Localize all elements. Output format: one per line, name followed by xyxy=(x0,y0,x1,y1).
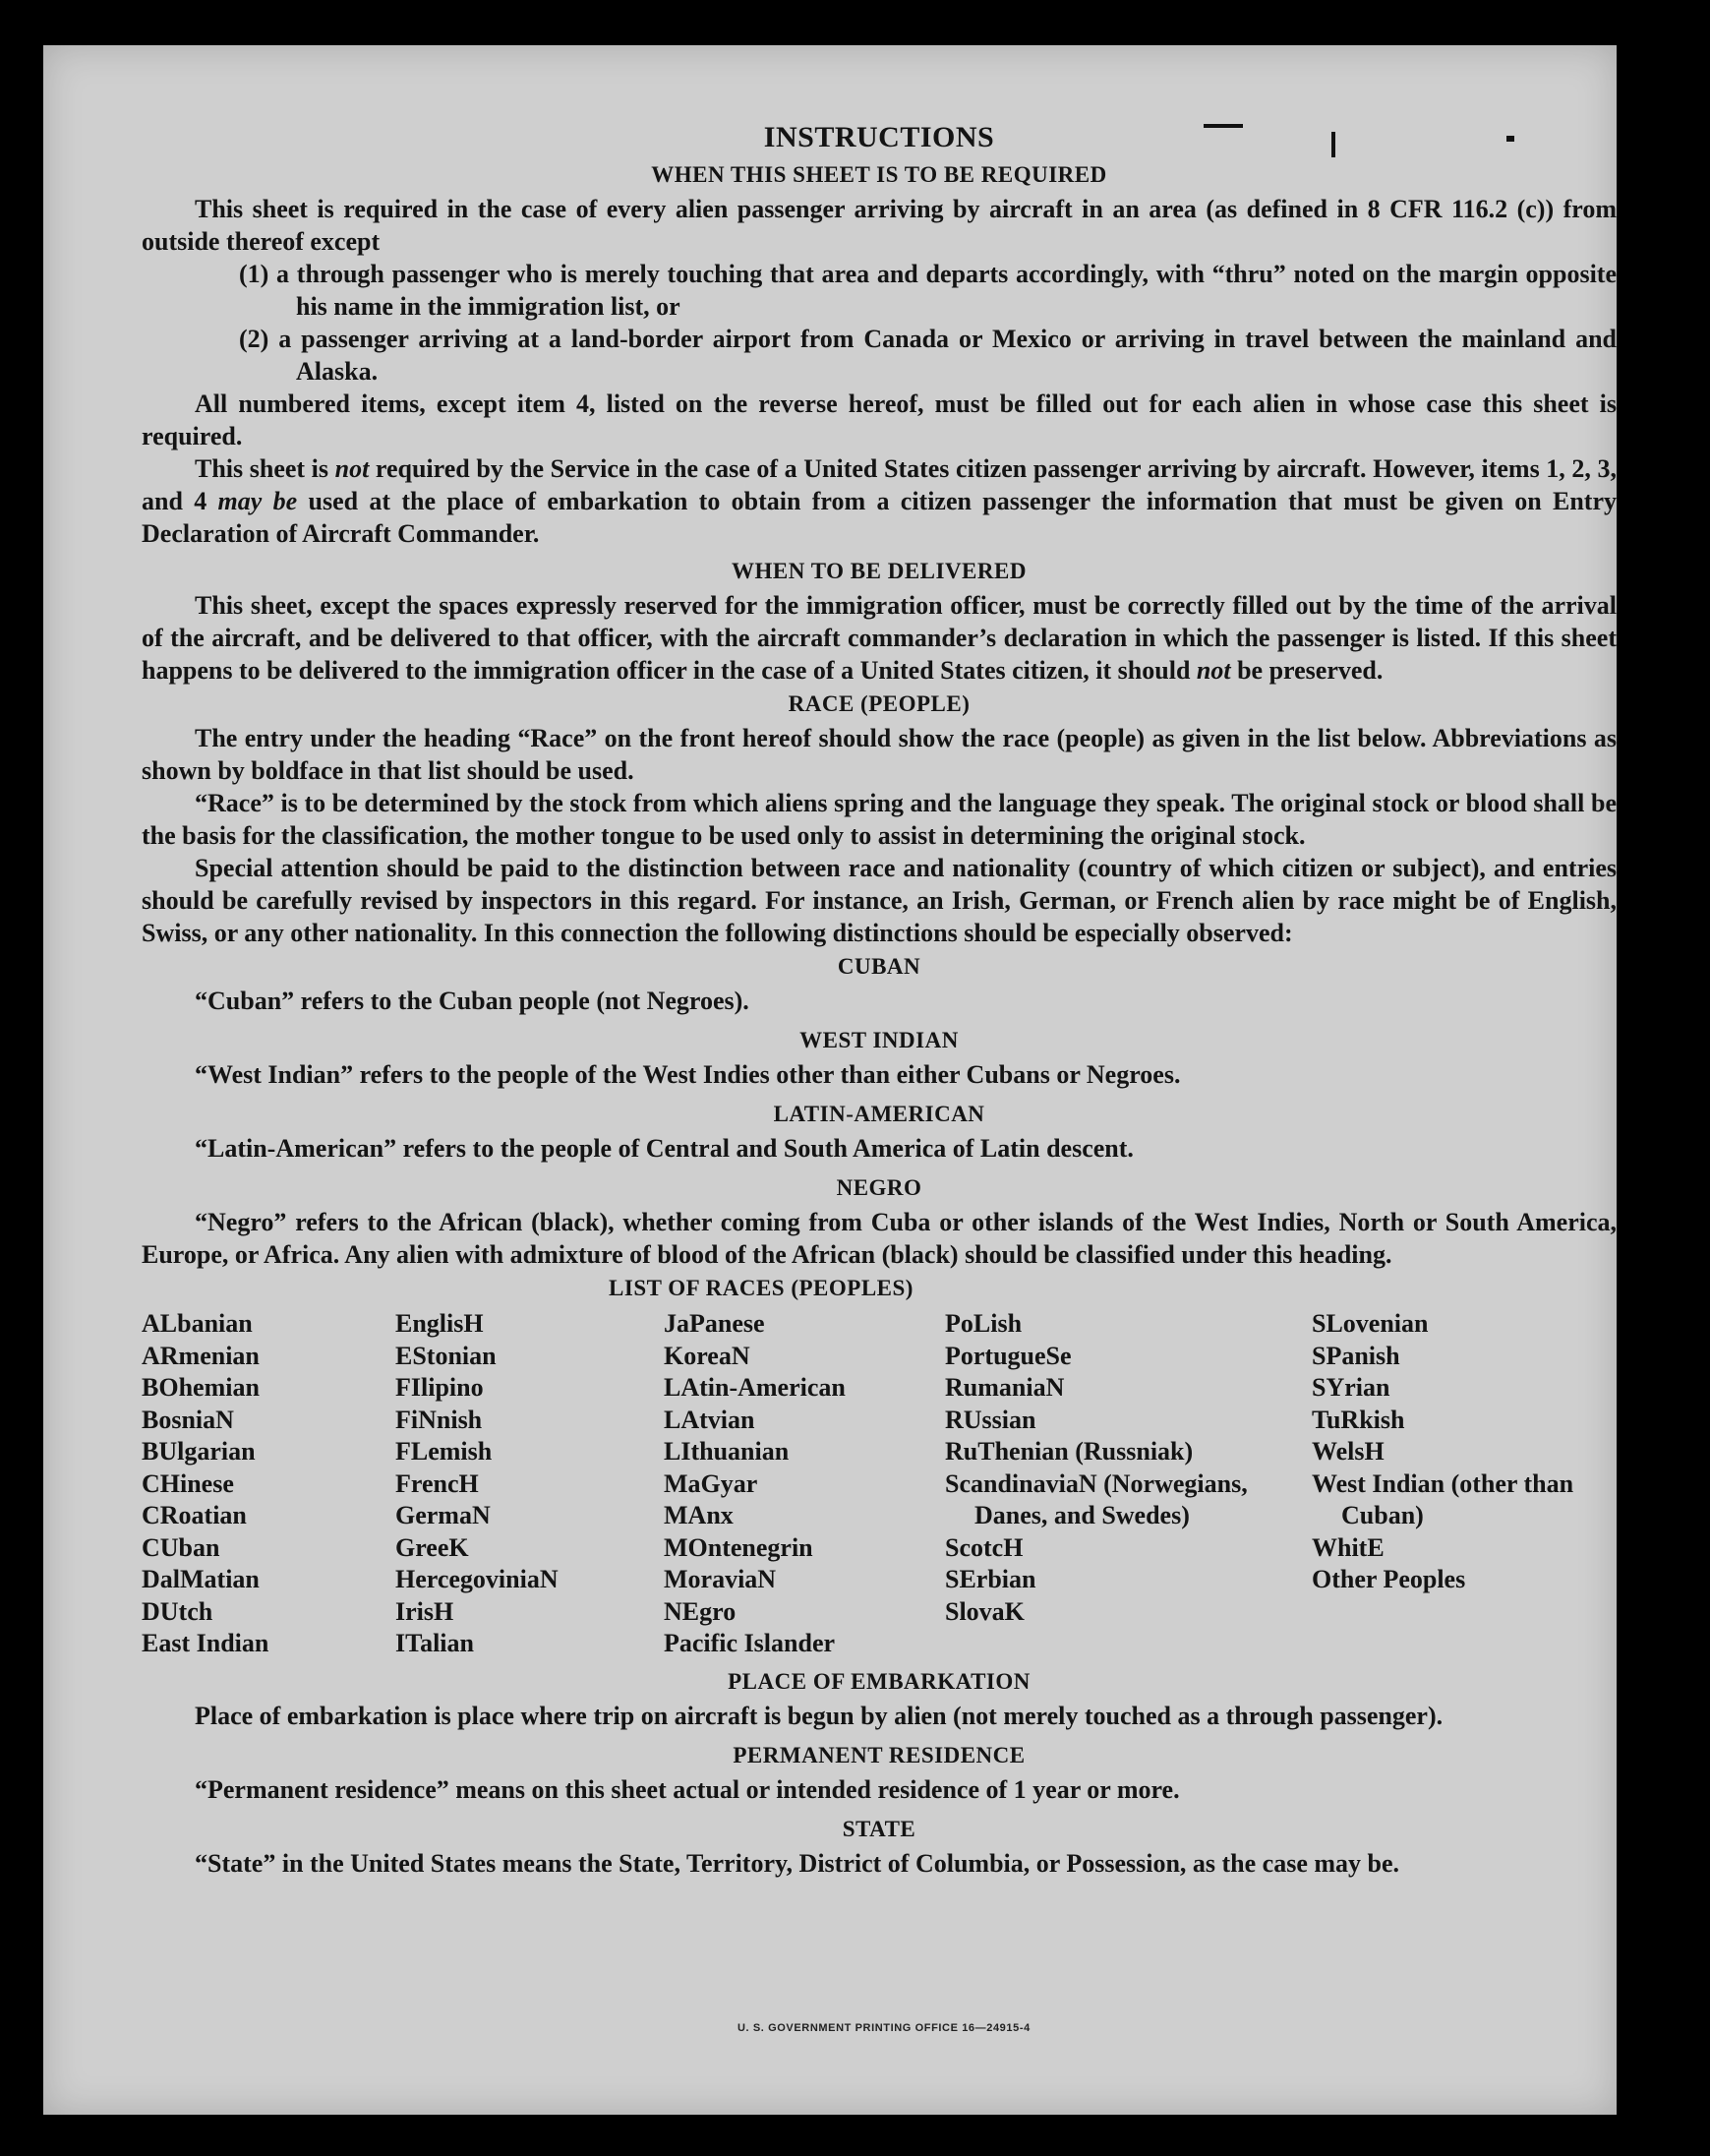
section-heading-cuban: CUBAN xyxy=(837,954,921,979)
exception-1: (1) a through passenger who is merely touching that area and departs accordingly, with “thru” noted on the margin opposite his name in the immigration list, or xyxy=(239,260,1617,321)
race-entry: West Indian (other than Cuban) xyxy=(1312,1468,1574,1529)
race-entry: KoreaN xyxy=(664,1341,750,1370)
race-entry: Pacific Islander xyxy=(664,1629,836,1657)
west-indian-text: “West Indian” refers to the people of the West Indies other than either Cubans or Negroes. xyxy=(195,1060,1181,1089)
race-entry: IrisH xyxy=(395,1596,454,1626)
race-entry: SPanish xyxy=(1312,1341,1400,1370)
race-entry: SLovenian xyxy=(1312,1309,1429,1338)
race-paragraph-2: “Race” is to be determined by the stock from which aliens spring and the language they speak. The original stock or blood shall be the basis for the classification, the mother tongue to be used only to assist in determining the original stock. xyxy=(142,789,1617,850)
citizen-note-not: not xyxy=(334,454,370,483)
race-entry: HercegoviniaN xyxy=(395,1565,559,1593)
race-entry: FLemish xyxy=(395,1437,493,1466)
instructions-content xyxy=(142,118,1617,1880)
citizen-note xyxy=(142,452,1617,550)
race-entry: ScandinaviaN (Norwegians, Danes, and Swedes) xyxy=(945,1468,1248,1529)
section-heading-west-indian: WEST INDIAN xyxy=(799,1028,959,1052)
race-entry: MaGyar xyxy=(664,1468,758,1498)
required-intro: This sheet is required in the case of every alien passenger arriving by aircraft in an area (as defined in 8 CFR 116.2 (c)) from outside thereof except xyxy=(142,195,1617,256)
citizen-note-maybe: may be xyxy=(217,487,298,515)
race-entry: ALbanian xyxy=(142,1309,253,1338)
race-entry: DalMatian xyxy=(142,1565,260,1593)
section-heading-latin-american: LATIN-AMERICAN xyxy=(773,1102,985,1126)
section-heading-state: STATE xyxy=(842,1816,916,1841)
races-list xyxy=(142,1308,1617,1660)
race-entry: BosniaN xyxy=(142,1405,234,1434)
races-column-3 xyxy=(664,1308,945,1660)
exception-2: (2) a passenger arriving at a land-border airport from Canada or Mexico or arriving in travel between the mainland and Alaska. xyxy=(239,325,1617,386)
race-entry: EnglisH xyxy=(395,1309,484,1338)
race-entry: MAnx xyxy=(664,1501,734,1529)
section-heading-negro: NEGRO xyxy=(836,1175,922,1200)
cuban-text: “Cuban” refers to the Cuban people (not Negroes). xyxy=(195,987,749,1015)
race-entry: MoraviaN xyxy=(664,1565,777,1593)
race-entry: JaPanese xyxy=(664,1309,765,1338)
section-heading-required: WHEN THIS SHEET IS TO BE REQUIRED xyxy=(651,162,1107,187)
delivered-text xyxy=(142,589,1617,687)
races-column-5 xyxy=(1312,1308,1577,1660)
citizen-note-pre: This sheet is xyxy=(195,454,335,483)
race-entry: GermaN xyxy=(395,1501,491,1529)
race-entry: SYrian xyxy=(1312,1373,1390,1402)
race-entry: PoLish xyxy=(945,1309,1023,1338)
race-entry: MOntenegrin xyxy=(664,1532,813,1562)
section-heading-races-list: LIST OF RACES (PEOPLES) xyxy=(609,1276,914,1300)
latin-american-text: “Latin-American” refers to the people of Central and South America of Latin descent. xyxy=(195,1134,1134,1163)
state-text: “State” in the United States means the State, Territory, District of Columbia, or Possession, as the case may be. xyxy=(195,1848,1400,1878)
negro-text: “Negro” refers to the African (black), whether coming from Cuba or other islands of the West Indies, North or South America, Europe, or Africa. Any alien with admixture of blood of the African (black) should be classified under this heading. xyxy=(142,1208,1617,1269)
section-heading-race: RACE (PEOPLE) xyxy=(788,691,971,716)
race-entry: NEgro xyxy=(664,1596,737,1626)
race-paragraph-3: Special attention should be paid to the distinction between race and nationality (country of which citizen or subject), and entries should be carefully revised by inspectors in this regard. For instance, an Irish, German, or French alien by race might be of English, Swiss, or any other nationality. In this connection the following distinctions should be especially observed: xyxy=(142,854,1617,947)
race-entry: BUlgarian xyxy=(142,1437,256,1466)
race-entry: FiNnish xyxy=(395,1405,483,1434)
delivered-text-post: be preserved. xyxy=(1230,656,1384,685)
embarkation-text: Place of embarkation is place where trip on aircraft is begun by alien (not merely touched as a through passenger). xyxy=(195,1701,1444,1730)
race-entry: WelsH xyxy=(1312,1437,1385,1466)
race-entry: DUtch xyxy=(142,1596,213,1626)
citizen-note-post: used at the place of embarkation to obtain from a citizen passenger the information that must be given on Entry Declaration of Aircraft Commander. xyxy=(142,487,1617,548)
race-entry: BOhemian xyxy=(142,1373,260,1402)
races-column-2 xyxy=(395,1308,664,1660)
race-entry: RuThenian (Russniak) xyxy=(945,1437,1194,1466)
document-sheet xyxy=(43,45,1617,2115)
delivered-text-pre: This sheet, except the spaces expressly reserved for the immigration officer, must be correctly filled out by the time of the arrival of the aircraft, and be delivered to that officer, with the aircraft commander’s declaration in which the passenger is listed. If this sheet happens to be delivered to the immigration officer in the case of a United States citizen, it should xyxy=(142,591,1617,685)
section-heading-embarkation: PLACE OF EMBARKATION xyxy=(728,1668,1031,1694)
race-entry: CHinese xyxy=(142,1468,234,1498)
race-entry: EStonian xyxy=(395,1341,497,1370)
race-entry: CUban xyxy=(142,1532,220,1562)
section-heading-delivered: WHEN TO BE DELIVERED xyxy=(732,559,1027,583)
race-entry: RUssian xyxy=(945,1405,1036,1434)
race-paragraph-1: The entry under the heading “Race” on the front hereof should show the race (people) as given in the list below. Abbreviations as shown by boldface in that list should be used. xyxy=(142,724,1617,785)
race-entry: LAtin-American xyxy=(664,1373,846,1402)
race-entry: RumaniaN xyxy=(945,1373,1065,1402)
printing-office-footer: U. S. GOVERNMENT PRINTING OFFICE 16—24915-4 xyxy=(737,2022,1031,2034)
citizen-note-mid: required by the Service in the case of a United States citizen passenger arriving by aircraft. However, items 1, 2, 3, and 4 xyxy=(142,454,1617,515)
races-column-1 xyxy=(142,1308,395,1660)
race-entry: LAtvian xyxy=(664,1405,755,1434)
race-entry: SErbian xyxy=(945,1565,1036,1593)
numbered-items-note: All numbered items, except item 4, listed on the reverse hereof, must be filled out for each alien in whose case this sheet is required. xyxy=(142,389,1617,450)
race-entry: ScotcH xyxy=(945,1532,1024,1562)
races-column-4 xyxy=(945,1308,1312,1660)
race-entry: ARmenian xyxy=(142,1341,260,1370)
race-entry: GreeK xyxy=(395,1532,469,1562)
race-entry: East Indian xyxy=(142,1629,269,1657)
page-title: INSTRUCTIONS xyxy=(763,121,995,153)
race-entry: SlovaK xyxy=(945,1596,1025,1626)
race-entry: CRoatian xyxy=(142,1501,247,1529)
delivered-text-not: not xyxy=(1196,656,1231,685)
race-entry: FrencH xyxy=(395,1468,479,1498)
race-entry: LIthuanian xyxy=(664,1437,790,1466)
race-entry: FIlipino xyxy=(395,1373,484,1402)
race-entry: ITalian xyxy=(395,1629,474,1657)
race-entry: PortugueSe xyxy=(945,1341,1072,1370)
section-heading-residence: PERMANENT RESIDENCE xyxy=(733,1742,1026,1767)
race-entry: Other Peoples xyxy=(1312,1565,1466,1593)
race-entry: WhitE xyxy=(1312,1532,1385,1562)
residence-text: “Permanent residence” means on this sheet actual or intended residence of 1 year or more. xyxy=(195,1774,1180,1804)
race-entry: TuRkish xyxy=(1312,1405,1405,1434)
